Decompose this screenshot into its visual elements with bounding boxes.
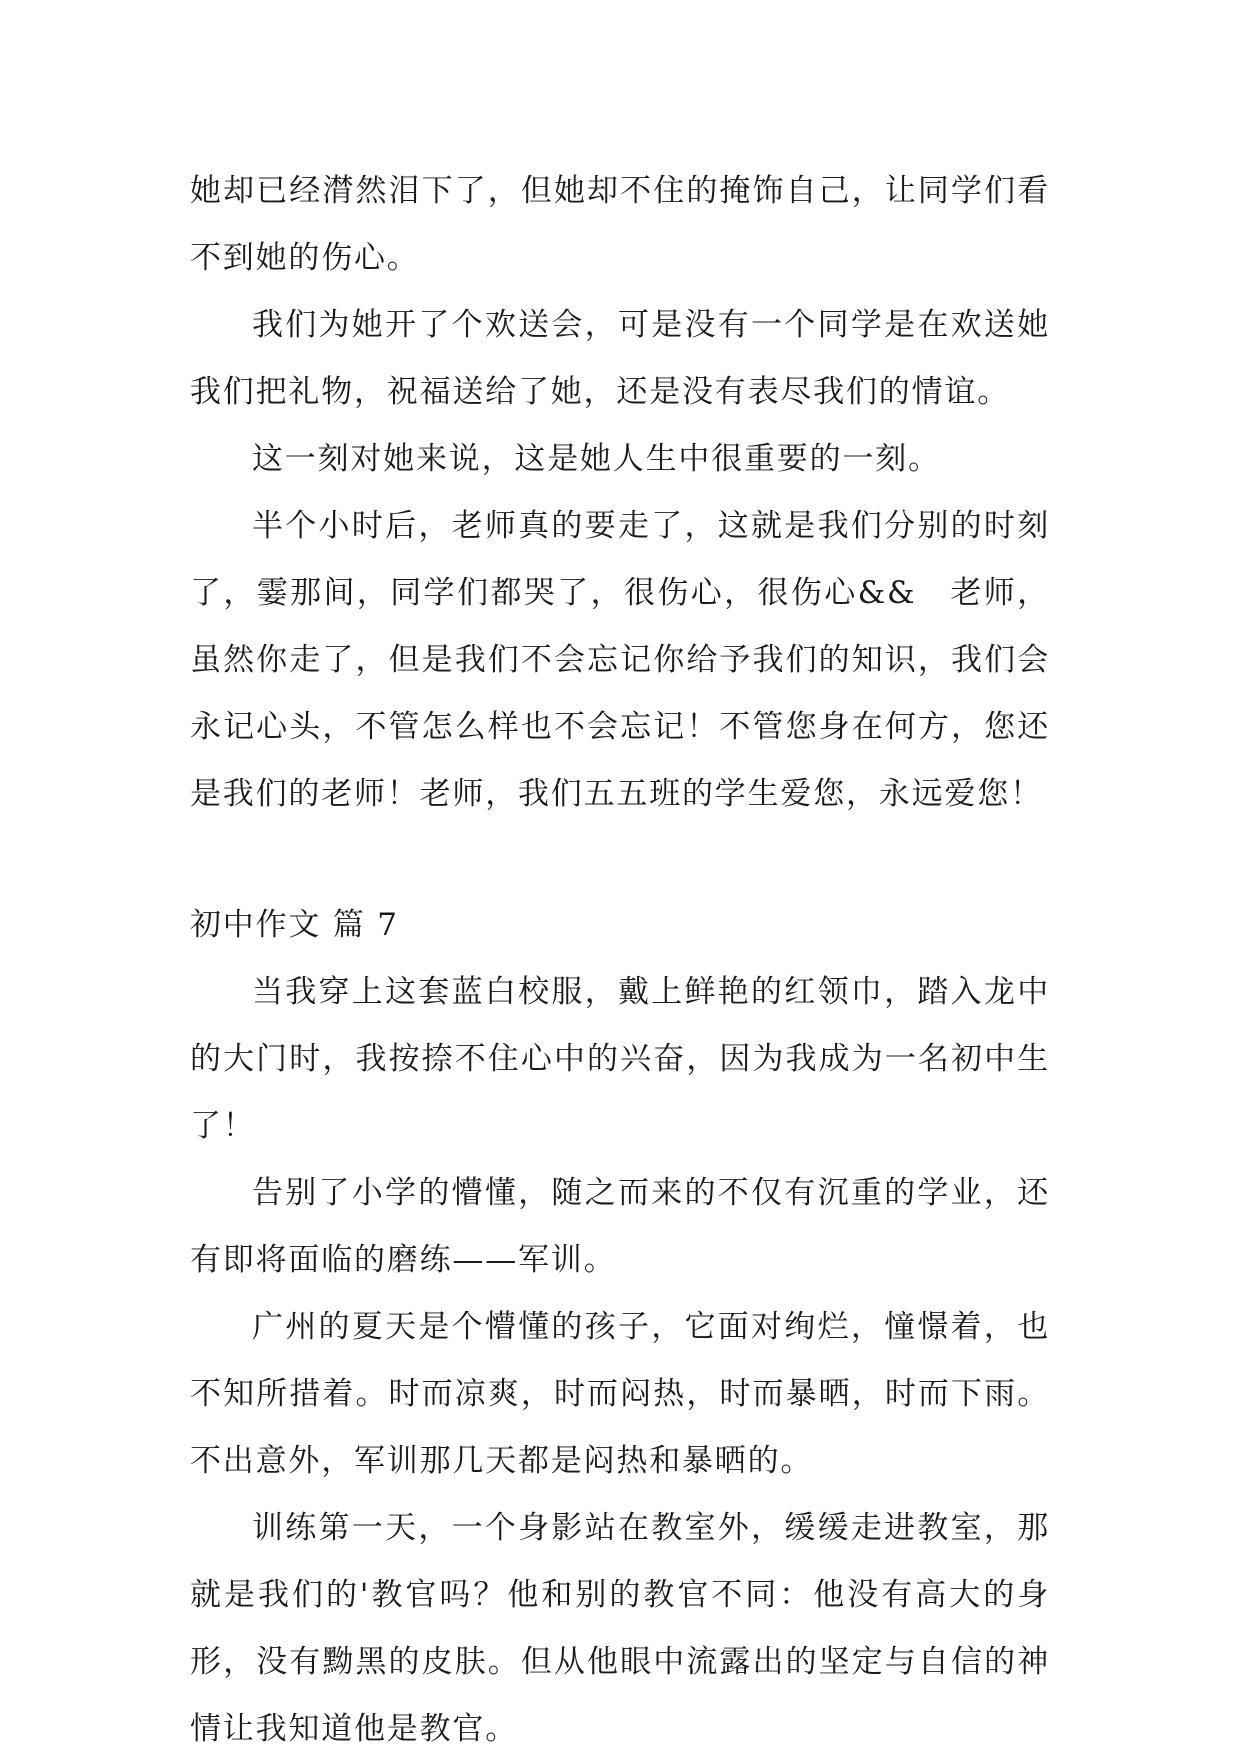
paragraph: 半个小时后，老师真的要走了，这就是我们分别的时刻了，霎那间，同学们都哭了，很伤心，很伤心&& 老师，虽然你走了，但是我们不会忘记你给予我们的知识，我们会永记心头，不管怎么样也不会忘记！不管您身在何方，您还是我们的老师！老师，我们五五班的学生爱您，永远爱您！ [190,508,1050,812]
paragraph: 广州的夏天是个懵懂的孩子，它面对绚烂，憧憬着，也不知所措着。时而凉爽，时而闷热，时而暴晒，时而下雨。不出意外，军训那几天都是闷热和暴晒的。 [190,1309,1050,1479]
paragraph: 我们为她开了个欢送会，可是没有一个同学是在欢送她我们把礼物，祝福送给了她，还是没有表尽我们的情谊。 [190,307,1050,410]
paragraph: 当我穿上这套蓝白校服，戴上鲜艳的红领巾，踏入龙中的大门时，我按捺不住心中的兴奋，因为我成为一名初中生了！ [190,974,1050,1144]
paragraph: 她却已经潸然泪下了，但她却不住的掩饰自己，让同学们看不到她的伤心。 [190,173,1050,276]
paragraph: 这一刻对她来说，这是她人生中很重要的一刻。 [252,441,941,477]
section-heading: 初中作文 篇 7 [190,907,399,943]
document-body [190,158,1050,1763]
paragraph: 告别了小学的懵懂，随之而来的不仅有沉重的学业，还有即将面临的磨练——军训。 [190,1175,1050,1278]
paragraph: 训练第一天，一个身影站在教室外，缓缓走进教室，那就是我们的'教官吗？他和别的教官不同：他没有高大的身形，没有黝黑的皮肤。但从他眼中流露出的坚定与自信的神情让我知道他是教官。 [190,1510,1050,1747]
